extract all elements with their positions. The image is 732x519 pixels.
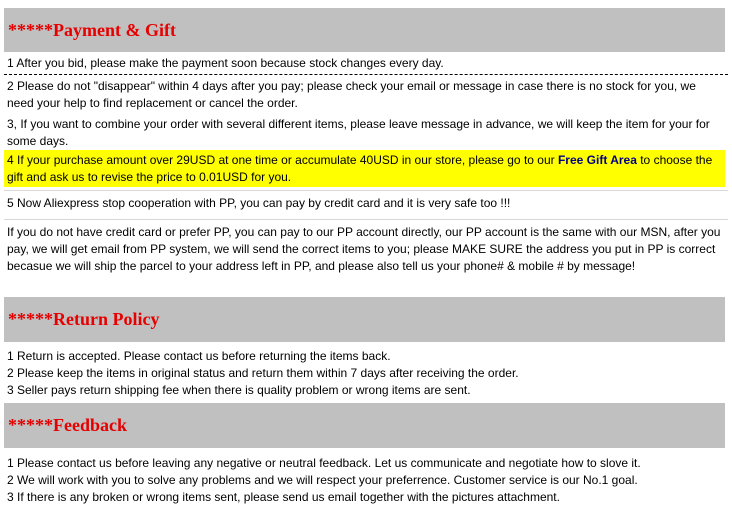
dashed-divider	[4, 74, 728, 75]
payment-item-3: 3, If you want to combine your order with several different items, please leave message in advance, we will keep the item for your for some days.	[7, 117, 710, 148]
return-item-1: 1 Return is accepted. Please contact us before returning the items back.	[7, 349, 391, 363]
feedback-item-1: 1 Please contact us before leaving any negative or neutral feedback. Let us communicate and negotiate how to slove it.	[7, 456, 641, 470]
payment-item-6: If you do not have credit card or prefer PP, you can pay to our PP account directly, our PP account is the same with our MSN, after you pay, we will get email from PP system, we will send the correct items to you; please MAKE SURE the address you put in PP is correct becasue we will ship the parcel to your address left in PP, and please also tell us your phone# & mobile # by message!	[7, 225, 721, 273]
divider	[4, 190, 728, 191]
payment-gift-heading: *****Payment & Gift	[4, 8, 725, 52]
payment-item-2: 2 Please do not "disappear" within 4 days after you pay; please check your email or message in case there is no stock for you, we need your help to find replacement or cancel the order.	[7, 79, 696, 110]
payment-item-5: 5 Now Aliexpress stop cooperation with PP, you can pay by credit card and it is very safe too !!!	[7, 196, 511, 210]
return-policy-heading: *****Return Policy	[4, 297, 725, 342]
payment-item-4-text-after: to choose the gift and ask us to revise the price to 0.01USD for you.	[7, 153, 713, 184]
payment-item-1: 1 After you bid, please make the payment soon because stock changes every day.	[7, 56, 444, 70]
return-item-2: 2 Please keep the items in original status and return them within 7 days after receiving the order.	[7, 366, 519, 380]
feedback-item-3: 3 If there is any broken or wrong items sent, please send us email together with the pictures attachment.	[7, 490, 560, 504]
payment-item-4-text-before: 4 If your purchase amount over 29USD at one time or accumulate 40USD in our store, please go to our	[7, 153, 558, 167]
free-gift-area-link[interactable]: Free Gift Area	[557, 153, 637, 167]
feedback-heading: *****Feedback	[4, 403, 725, 448]
payment-item-4	[7, 152, 722, 186]
feedback-item-2: 2 We will work with you to solve any problems and we will respect your preferrence. Customer service is our No.1 goal.	[7, 473, 638, 487]
divider	[4, 219, 728, 220]
return-item-3: 3 Seller pays return shipping fee when there is quality problem or wrong items are sent.	[7, 383, 471, 397]
